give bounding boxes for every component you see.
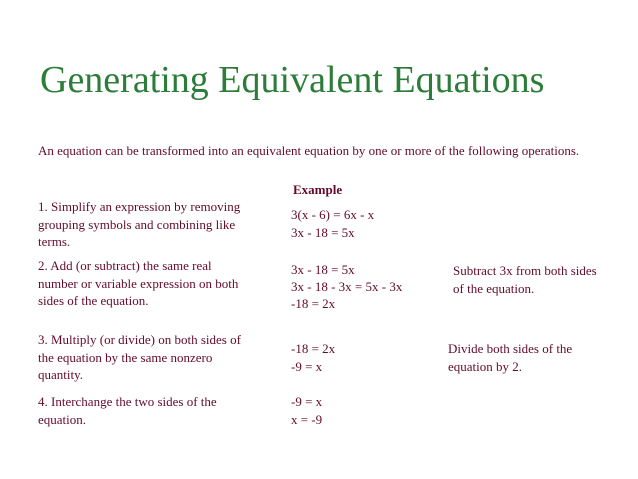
equation-line: -18 = 2x [291, 341, 336, 356]
rule-1-example [291, 206, 374, 242]
rule-4-text: 4. Interchange the two sides of the equation. [38, 394, 217, 427]
intro-paragraph: An equation can be transformed into an equivalent equation by one or more of the following operations. [38, 143, 580, 158]
rule-2-example [291, 261, 402, 312]
rule-1-text: 1. Simplify an expression by removing grouping symbols and combining like terms. [38, 199, 241, 249]
equation-line: 3x - 18 - 3x = 5x - 3x [291, 279, 403, 294]
equation-line: -9 = x [291, 359, 323, 374]
equation-line: 3(x - 6) = 6x - x [291, 207, 375, 222]
rule-4-example [291, 393, 322, 429]
equation-line: x = -9 [291, 412, 323, 427]
slide-title: Generating Equivalent Equations [40, 59, 545, 101]
rule-2-note: Subtract 3x from both sides of the equation. [453, 263, 597, 296]
rule-3-text: 3. Multiply (or divide) on both sides of the equation by the same nonzero quantity. [38, 332, 241, 382]
equation-line: 3x - 18 = 5x [291, 225, 355, 240]
equation-line: -9 = x [291, 394, 323, 409]
rule-3-note: Divide both sides of the equation by 2. [448, 341, 573, 374]
equation-line: -18 = 2x [291, 296, 336, 311]
equation-line: 3x - 18 = 5x [291, 262, 355, 277]
rule-2-text: 2. Add (or subtract) the same real number or variable expression on both sides of the equation. [38, 258, 239, 308]
rule-3-example [291, 340, 335, 376]
example-heading: Example [293, 182, 343, 197]
